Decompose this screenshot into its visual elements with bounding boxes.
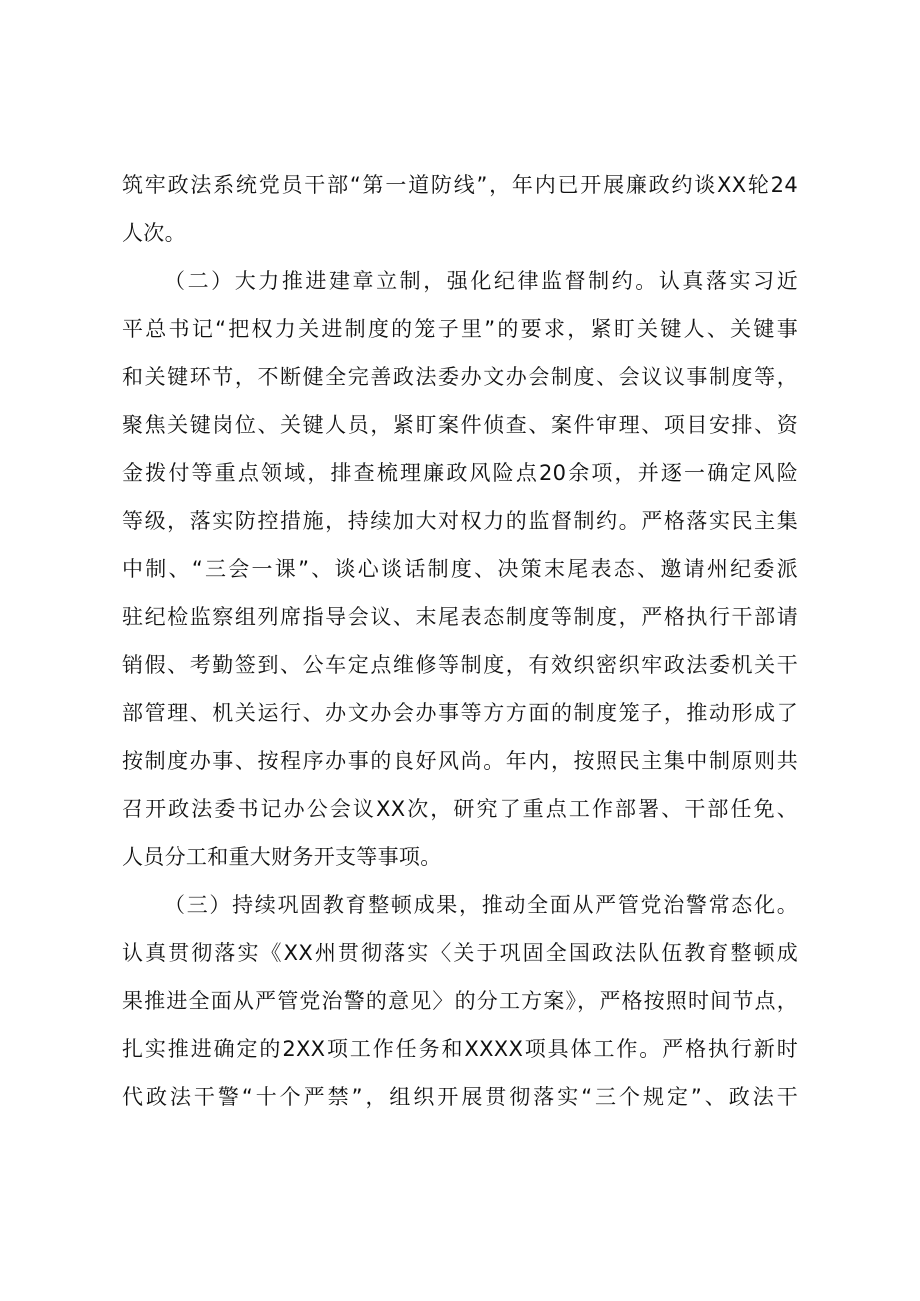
text-line: 平总书记“把权力关进制度的笼子里”的要求，紧盯关键人、关键事 xyxy=(122,317,798,341)
text-line: 代政法干警“十个严禁”，组织开展贯彻落实“三个规定”、政法干 xyxy=(122,1085,798,1109)
text-line: 驻纪检监察组列席指导会议、末尾表态制度等制度，严格执行干部请 xyxy=(122,605,798,629)
text-line: 果推进全面从严管党治警的意见〉的分工方案》，严格按照时间节点， xyxy=(122,989,798,1013)
text-line: （二）大力推进建章立制，强化纪律监督制约。认真落实习近 xyxy=(164,269,798,293)
text-line: 金拨付等重点领域，排查梳理廉政风险点20余项，并逐一确定风险 xyxy=(122,461,798,485)
text-line: 扎实推进确定的2XX项工作任务和XXXX项具体工作。严格执行新时 xyxy=(122,1037,798,1061)
text-line: 召开政法委书记办公会议XX次，研究了重点工作部署、干部任免、 xyxy=(122,797,798,821)
text-line: 等级，落实防控措施，持续加大对权力的监督制约。严格落实民主集 xyxy=(122,509,798,533)
document-body xyxy=(122,161,798,1121)
text-line: 和关键环节，不断健全完善政法委办文办会制度、会议议事制度等， xyxy=(122,365,798,389)
text-line: 部管理、机关运行、办文办会办事等方方面的制度笼子，推动形成了 xyxy=(122,701,798,725)
text-line: 中制、“三会一课”、谈心谈话制度、决策末尾表态、邀请州纪委派 xyxy=(122,557,798,581)
text-line: 认真贯彻落实《XX州贯彻落实〈关于巩固全国政法队伍教育整顿成 xyxy=(122,941,798,965)
text-line: （三）持续巩固教育整顿成果，推动全面从严管党治警常态化。 xyxy=(164,893,798,917)
text-line: 按制度办事、按程序办事的良好风尚。年内，按照民主集中制原则共 xyxy=(122,749,798,773)
text-line: 人次。 xyxy=(122,221,186,245)
text-line: 聚焦关键岗位、关键人员，紧盯案件侦查、案件审理、项目安排、资 xyxy=(122,413,798,437)
text-line: 筑牢政法系统党员干部“第一道防线”，年内已开展廉政约谈XX轮24 xyxy=(122,173,798,197)
text-line: 人员分工和重大财务开支等事项。 xyxy=(122,845,442,869)
text-line: 销假、考勤签到、公车定点维修等制度，有效织密织牢政法委机关干 xyxy=(122,653,798,677)
